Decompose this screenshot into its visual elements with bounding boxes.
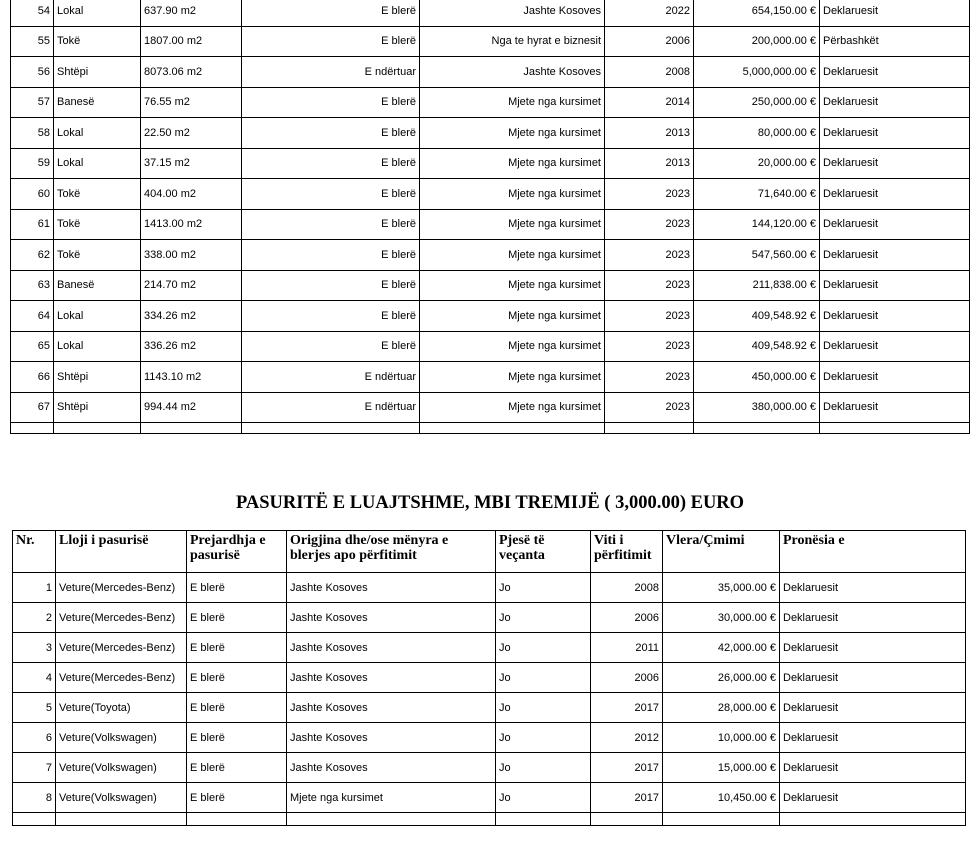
cell-area: 8073.06 m2 [141, 57, 242, 88]
cell-ownership: Deklaruesit [820, 57, 970, 88]
cell-area: 76.55 m2 [141, 87, 242, 118]
cell-acquisition-type: E blerë [242, 179, 420, 210]
cell-source-of-funds: Nga te hyrat e biznesit [420, 26, 605, 57]
cell-property-type: Veture(Volkswagen) [56, 783, 187, 813]
cell-source-of-funds: Mjete nga kursimet [420, 148, 605, 179]
cell-value: 35,000.00 € [663, 573, 780, 603]
cell-year: 2011 [591, 633, 663, 663]
cell-area: 338.00 m2 [141, 240, 242, 271]
table-row [13, 603, 966, 633]
cell-value: 26,000.00 € [663, 663, 780, 693]
cell-row-number: 58 [11, 118, 54, 149]
cell-area: 1143.10 m2 [141, 362, 242, 393]
cell-property-type: Veture(Volkswagen) [56, 753, 187, 783]
cell-special-parts: Jo [496, 723, 591, 753]
cell-special-parts: Jo [496, 783, 591, 813]
cell-row-number: 63 [11, 270, 54, 301]
cell-area: 214.70 m2 [141, 270, 242, 301]
table-row [11, 270, 970, 301]
cell-year: 2023 [605, 362, 694, 393]
cell-acquisition-type: E blerë [242, 148, 420, 179]
table-row [11, 209, 970, 240]
cell-row-number: 64 [11, 301, 54, 332]
cell-year: 2013 [605, 148, 694, 179]
table-row-continuation [11, 423, 970, 434]
cell-source-of-funds: Mjete nga kursimet [420, 392, 605, 423]
cell-property-type: Veture(Mercedes-Benz) [56, 603, 187, 633]
cell-nr: 8 [13, 783, 56, 813]
cell-value: 10,450.00 € [663, 783, 780, 813]
cell-year: 2023 [605, 301, 694, 332]
cell-ownership: Deklaruesit [820, 301, 970, 332]
empty-cell [820, 423, 970, 434]
cell-ownership: Deklaruesit [780, 633, 966, 663]
empty-cell [496, 813, 591, 826]
empty-cell [605, 423, 694, 434]
empty-cell [11, 423, 54, 434]
cell-ownership: Deklaruesit [820, 87, 970, 118]
table-row [13, 693, 966, 723]
cell-source-of-funds: Mjete nga kursimet [420, 301, 605, 332]
cell-property-type: Tokë [54, 209, 141, 240]
cell-acquisition-type: E blerë [242, 87, 420, 118]
cell-ownership: Deklaruesit [780, 573, 966, 603]
cell-acquisition-type: E ndërtuar [242, 362, 420, 393]
empty-cell [591, 813, 663, 826]
cell-value: 450,000.00 € [694, 362, 820, 393]
cell-row-number: 60 [11, 179, 54, 210]
empty-cell [141, 423, 242, 434]
cell-value: 409,548.92 € [694, 301, 820, 332]
cell-row-number: 61 [11, 209, 54, 240]
cell-value: 380,000.00 € [694, 392, 820, 423]
cell-area: 336.26 m2 [141, 331, 242, 362]
cell-ownership: Deklaruesit [820, 179, 970, 210]
cell-source-of-funds: Mjete nga kursimet [420, 240, 605, 271]
cell-area: 637.90 m2 [141, 0, 242, 26]
cell-property-type: Veture(Mercedes-Benz) [56, 573, 187, 603]
cell-value: 20,000.00 € [694, 148, 820, 179]
cell-year: 2014 [605, 87, 694, 118]
cell-property-type: Tokë [54, 179, 141, 210]
table-row [13, 723, 966, 753]
cell-source-of-funds: Mjete nga kursimet [420, 179, 605, 210]
cell-year: 2006 [591, 663, 663, 693]
table-row [11, 362, 970, 393]
cell-acquisition-type: E ndërtuar [242, 392, 420, 423]
cell-source-of-funds: Mjete nga kursimet [420, 331, 605, 362]
cell-origin: E blerë [187, 573, 287, 603]
cell-nr: 4 [13, 663, 56, 693]
cell-property-type: Veture(Toyota) [56, 693, 187, 723]
cell-ownership: Përbashkët [820, 26, 970, 57]
cell-row-number: 59 [11, 148, 54, 179]
table-row [11, 392, 970, 423]
empty-cell [694, 423, 820, 434]
cell-acquisition-method: Jashte Kosoves [287, 723, 496, 753]
empty-cell [13, 813, 56, 826]
cell-acquisition-type: E blerë [242, 0, 420, 26]
empty-cell [56, 813, 187, 826]
cell-acquisition-type: E blerë [242, 270, 420, 301]
cell-nr: 2 [13, 603, 56, 633]
cell-acquisition-method: Mjete nga kursimet [287, 783, 496, 813]
cell-row-number: 55 [11, 26, 54, 57]
cell-value: 80,000.00 € [694, 118, 820, 149]
cell-nr: 5 [13, 693, 56, 723]
cell-property-type: Veture(Volkswagen) [56, 723, 187, 753]
cell-source-of-funds: Jashte Kosoves [420, 0, 605, 26]
cell-year: 2017 [591, 783, 663, 813]
cell-year: 2023 [605, 209, 694, 240]
cell-source-of-funds: Mjete nga kursimet [420, 118, 605, 149]
movable-property-rows [13, 573, 966, 826]
cell-year: 2022 [605, 0, 694, 26]
table-row [13, 633, 966, 663]
cell-area: 1807.00 m2 [141, 26, 242, 57]
cell-origin: E blerë [187, 633, 287, 663]
cell-nr: 3 [13, 633, 56, 663]
table-row [11, 179, 970, 210]
cell-year: 2023 [605, 331, 694, 362]
header-origin: Prejardhja e pasurisë [187, 531, 287, 573]
table-row [11, 0, 970, 26]
cell-year: 2006 [605, 26, 694, 57]
cell-acquisition-method: Jashte Kosoves [287, 753, 496, 783]
table-row [13, 783, 966, 813]
cell-value: 200,000.00 € [694, 26, 820, 57]
cell-year: 2023 [605, 270, 694, 301]
table-row-continuation [13, 813, 966, 826]
cell-area: 22.50 m2 [141, 118, 242, 149]
cell-year: 2017 [591, 693, 663, 723]
cell-ownership: Deklaruesit [780, 603, 966, 633]
cell-ownership: Deklaruesit [820, 0, 970, 26]
cell-acquisition-type: E blerë [242, 240, 420, 271]
cell-property-type: Lokal [54, 118, 141, 149]
cell-year: 2023 [605, 392, 694, 423]
cell-ownership: Deklaruesit [820, 118, 970, 149]
table-row [11, 240, 970, 271]
header-special-parts: Pjesë të veçanta [496, 531, 591, 573]
header-year: Viti i përfitimit [591, 531, 663, 573]
cell-special-parts: Jo [496, 573, 591, 603]
cell-year: 2017 [591, 753, 663, 783]
empty-cell [663, 813, 780, 826]
table-row [11, 118, 970, 149]
cell-acquisition-type: E blerë [242, 26, 420, 57]
empty-cell [287, 813, 496, 826]
cell-acquisition-method: Jashte Kosoves [287, 603, 496, 633]
cell-ownership: Deklaruesit [780, 663, 966, 693]
cell-ownership: Deklaruesit [820, 362, 970, 393]
header-nr: Nr. [13, 531, 56, 573]
cell-value: 654,150.00 € [694, 0, 820, 26]
cell-property-type: Lokal [54, 331, 141, 362]
movable-property-header-row [13, 531, 966, 573]
cell-year: 2023 [605, 179, 694, 210]
cell-ownership: Deklaruesit [780, 753, 966, 783]
cell-acquisition-method: Jashte Kosoves [287, 573, 496, 603]
empty-cell [420, 423, 605, 434]
cell-source-of-funds: Mjete nga kursimet [420, 362, 605, 393]
table-row [11, 331, 970, 362]
cell-row-number: 56 [11, 57, 54, 88]
header-ownership: Pronësia e [780, 531, 966, 573]
cell-value: 144,120.00 € [694, 209, 820, 240]
cell-year: 2008 [591, 573, 663, 603]
cell-source-of-funds: Mjete nga kursimet [420, 270, 605, 301]
cell-value: 10,000.00 € [663, 723, 780, 753]
empty-cell [54, 423, 141, 434]
table-row [13, 753, 966, 783]
cell-acquisition-method: Jashte Kosoves [287, 693, 496, 723]
cell-property-type: Lokal [54, 148, 141, 179]
cell-area: 334.26 m2 [141, 301, 242, 332]
cell-special-parts: Jo [496, 633, 591, 663]
header-value: Vlera/Çmimi [663, 531, 780, 573]
cell-property-type: Tokë [54, 240, 141, 271]
cell-nr: 6 [13, 723, 56, 753]
cell-acquisition-type: E blerë [242, 301, 420, 332]
cell-special-parts: Jo [496, 753, 591, 783]
cell-origin: E blerë [187, 753, 287, 783]
table-row [11, 301, 970, 332]
cell-row-number: 57 [11, 87, 54, 118]
cell-year: 2008 [605, 57, 694, 88]
cell-ownership: Deklaruesit [820, 240, 970, 271]
cell-ownership: Deklaruesit [820, 392, 970, 423]
cell-origin: E blerë [187, 693, 287, 723]
cell-source-of-funds: Jashte Kosoves [420, 57, 605, 88]
cell-property-type: Shtëpi [54, 392, 141, 423]
immovable-property-rows [11, 0, 970, 434]
cell-row-number: 66 [11, 362, 54, 393]
cell-value: 28,000.00 € [663, 693, 780, 723]
cell-year: 2012 [591, 723, 663, 753]
cell-year: 2006 [591, 603, 663, 633]
cell-property-type: Lokal [54, 0, 141, 26]
cell-ownership: Deklaruesit [780, 783, 966, 813]
cell-area: 994.44 m2 [141, 392, 242, 423]
table-row [13, 663, 966, 693]
cell-value: 71,640.00 € [694, 179, 820, 210]
cell-year: 2023 [605, 240, 694, 271]
cell-year: 2013 [605, 118, 694, 149]
immovable-property-table [10, 0, 970, 434]
movable-property-title: PASURITË E LUAJTSHME, MBI TREMIJË ( 3,000.00) EURO [235, 493, 745, 513]
cell-property-type: Lokal [54, 301, 141, 332]
empty-cell [780, 813, 966, 826]
cell-row-number: 54 [11, 0, 54, 26]
table-row [13, 573, 966, 603]
empty-cell [242, 423, 420, 434]
cell-property-type: Shtëpi [54, 362, 141, 393]
cell-value: 250,000.00 € [694, 87, 820, 118]
cell-nr: 7 [13, 753, 56, 783]
cell-acquisition-type: E blerë [242, 331, 420, 362]
cell-area: 404.00 m2 [141, 179, 242, 210]
cell-ownership: Deklaruesit [820, 270, 970, 301]
cell-property-type: Veture(Mercedes-Benz) [56, 663, 187, 693]
table-row [11, 57, 970, 88]
cell-row-number: 67 [11, 392, 54, 423]
cell-nr: 1 [13, 573, 56, 603]
cell-value: 5,000,000.00 € [694, 57, 820, 88]
header-acquisition-method: Origjina dhe/ose mënyra e blerjes apo përfitimit [287, 531, 496, 573]
cell-area: 37.15 m2 [141, 148, 242, 179]
cell-property-type: Banesë [54, 87, 141, 118]
cell-origin: E blerë [187, 663, 287, 693]
cell-ownership: Deklaruesit [780, 693, 966, 723]
cell-origin: E blerë [187, 783, 287, 813]
empty-cell [187, 813, 287, 826]
cell-row-number: 62 [11, 240, 54, 271]
cell-source-of-funds: Mjete nga kursimet [420, 209, 605, 240]
cell-origin: E blerë [187, 723, 287, 753]
cell-value: 42,000.00 € [663, 633, 780, 663]
table-row [11, 87, 970, 118]
cell-special-parts: Jo [496, 663, 591, 693]
cell-value: 15,000.00 € [663, 753, 780, 783]
cell-acquisition-type: E blerë [242, 209, 420, 240]
movable-property-table [12, 530, 966, 826]
header-property-type: Lloji i pasurisë [56, 531, 187, 573]
cell-value: 211,838.00 € [694, 270, 820, 301]
table-row [11, 148, 970, 179]
cell-property-type: Veture(Mercedes-Benz) [56, 633, 187, 663]
cell-acquisition-method: Jashte Kosoves [287, 633, 496, 663]
cell-source-of-funds: Mjete nga kursimet [420, 87, 605, 118]
cell-special-parts: Jo [496, 603, 591, 633]
cell-ownership: Deklaruesit [820, 148, 970, 179]
cell-property-type: Banesë [54, 270, 141, 301]
cell-acquisition-type: E blerë [242, 118, 420, 149]
cell-ownership: Deklaruesit [820, 331, 970, 362]
cell-property-type: Shtëpi [54, 57, 141, 88]
cell-value: 30,000.00 € [663, 603, 780, 633]
cell-property-type: Tokë [54, 26, 141, 57]
cell-origin: E blerë [187, 603, 287, 633]
cell-ownership: Deklaruesit [780, 723, 966, 753]
cell-special-parts: Jo [496, 693, 591, 723]
table-row [11, 26, 970, 57]
cell-value: 409,548.92 € [694, 331, 820, 362]
cell-value: 547,560.00 € [694, 240, 820, 271]
cell-ownership: Deklaruesit [820, 209, 970, 240]
cell-acquisition-method: Jashte Kosoves [287, 663, 496, 693]
cell-area: 1413.00 m2 [141, 209, 242, 240]
cell-acquisition-type: E ndërtuar [242, 57, 420, 88]
cell-row-number: 65 [11, 331, 54, 362]
